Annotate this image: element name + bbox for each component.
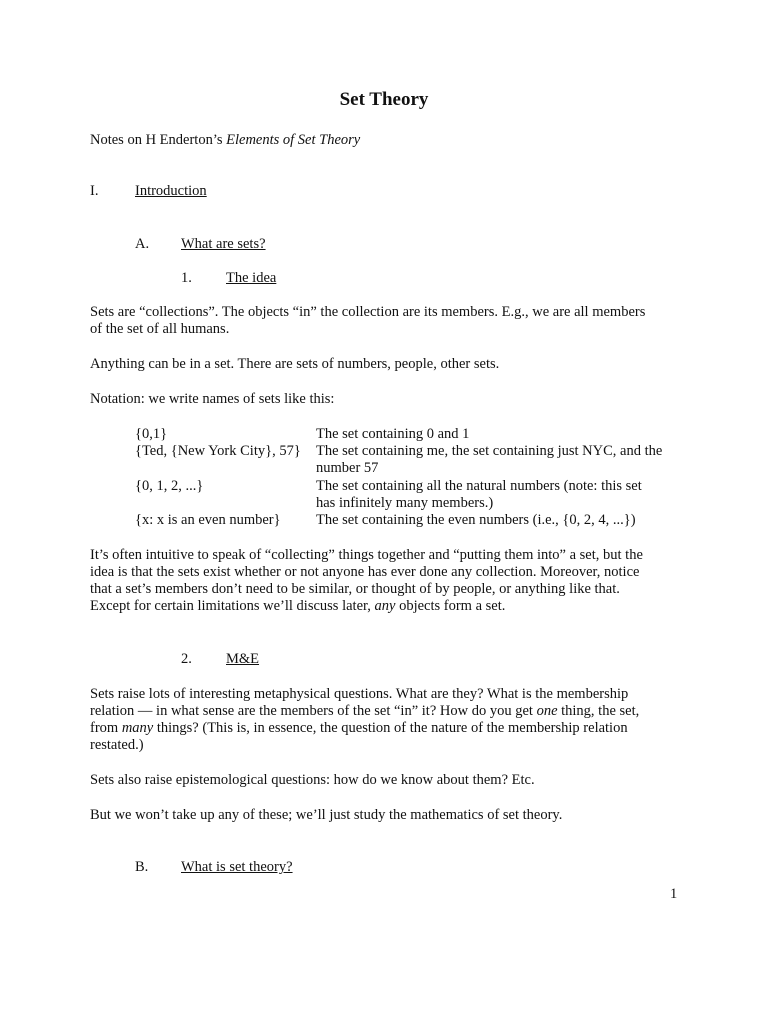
text-run: Except for certain limitations we’ll discuss later, (90, 598, 375, 614)
paragraph-metaphysical (90, 686, 690, 754)
paragraph-collecting (90, 547, 690, 615)
subtitle-prefix: Notes on H Enderton’s (90, 132, 227, 148)
section-a-number: A. (135, 236, 150, 252)
subsection-1-heading: The idea (226, 270, 277, 286)
paragraph-epistemological (90, 772, 690, 789)
section-b-number: B. (135, 859, 149, 875)
paragraph-line: Notation: we write names of sets like this: (90, 391, 335, 407)
paragraph-line: of the set of all humans. (90, 321, 230, 337)
paragraph-line (90, 598, 690, 615)
example-description-continued: number 57 (316, 460, 379, 476)
example-description: The set containing the even numbers (i.e., {0, 2, 4, ...}) (316, 512, 636, 528)
emphasis: one (536, 703, 558, 719)
paragraph-line: restated.) (90, 737, 144, 753)
document-subtitle (90, 132, 360, 149)
paragraph-notation (90, 391, 690, 408)
paragraph-line: idea is that the sets exist whether or not anyone has ever done any collection. Moreover, notice (90, 564, 640, 580)
text-run: things? (This is, in essence, the question of the nature of the membership relation (153, 720, 628, 736)
example-notation: {0, 1, 2, ...} (135, 478, 204, 494)
paragraph-mathematics (90, 807, 690, 824)
section-1-number: I. (90, 183, 99, 199)
paragraph-line (90, 720, 690, 737)
paragraph-line (90, 703, 690, 720)
example-description: The set containing all the natural numbers (note: this set (316, 478, 642, 494)
example-description: The set containing 0 and 1 (316, 426, 470, 442)
text-run: objects form a set. (395, 598, 506, 614)
book-title: Elements of Set Theory (226, 132, 361, 148)
subsection-2-heading: M&E (226, 651, 260, 667)
text-run: relation — in what sense are the members of the set “in” it? How do you get (90, 703, 537, 719)
text-run: from (90, 720, 122, 736)
example-notation: {Ted, {New York City}, 57} (135, 443, 301, 459)
section-b-heading: What is set theory? (181, 859, 293, 875)
section-a-heading: What are sets? (181, 236, 266, 252)
paragraph-line: Sets raise lots of interesting metaphysical questions. What are they? What is the membership (90, 686, 629, 702)
paragraph-line: Sets also raise epistemological questions: how do we know about them? Etc. (90, 772, 535, 788)
paragraph-line: It’s often intuitive to speak of “collecting” things together and “putting them into” a set, but the (90, 547, 643, 563)
example-description: The set containing me, the set containing just NYC, and the (316, 443, 663, 459)
paragraph-line: Anything can be in a set. There are sets of numbers, people, other sets. (90, 356, 500, 372)
example-notation: {0,1} (135, 426, 168, 442)
example-notation: {x: x is an even number} (135, 512, 281, 528)
example-description-continued: has infinitely many members.) (316, 495, 494, 511)
page-number: 1 (670, 886, 678, 902)
paragraph-line: But we won’t take up any of these; we’ll just study the mathematics of set theory. (90, 807, 563, 823)
paragraph-line: Sets are “collections”. The objects “in” the collection are its members. E.g., we are all members (90, 304, 646, 320)
section-1-heading: Introduction (135, 183, 207, 199)
paragraph-line: that a set’s members don’t need to be similar, or thought of by people, or anything like that. (90, 581, 620, 597)
subsection-2-number: 2. (181, 651, 192, 667)
paragraph-sets-are-collections (90, 304, 690, 338)
emphasis: many (121, 720, 154, 736)
text-run: thing, the set, (557, 703, 640, 719)
subsection-1-number: 1. (181, 270, 192, 286)
paragraph-anything-in-set (90, 356, 690, 373)
page-title: Set Theory (339, 89, 429, 110)
emphasis: any (374, 598, 396, 614)
